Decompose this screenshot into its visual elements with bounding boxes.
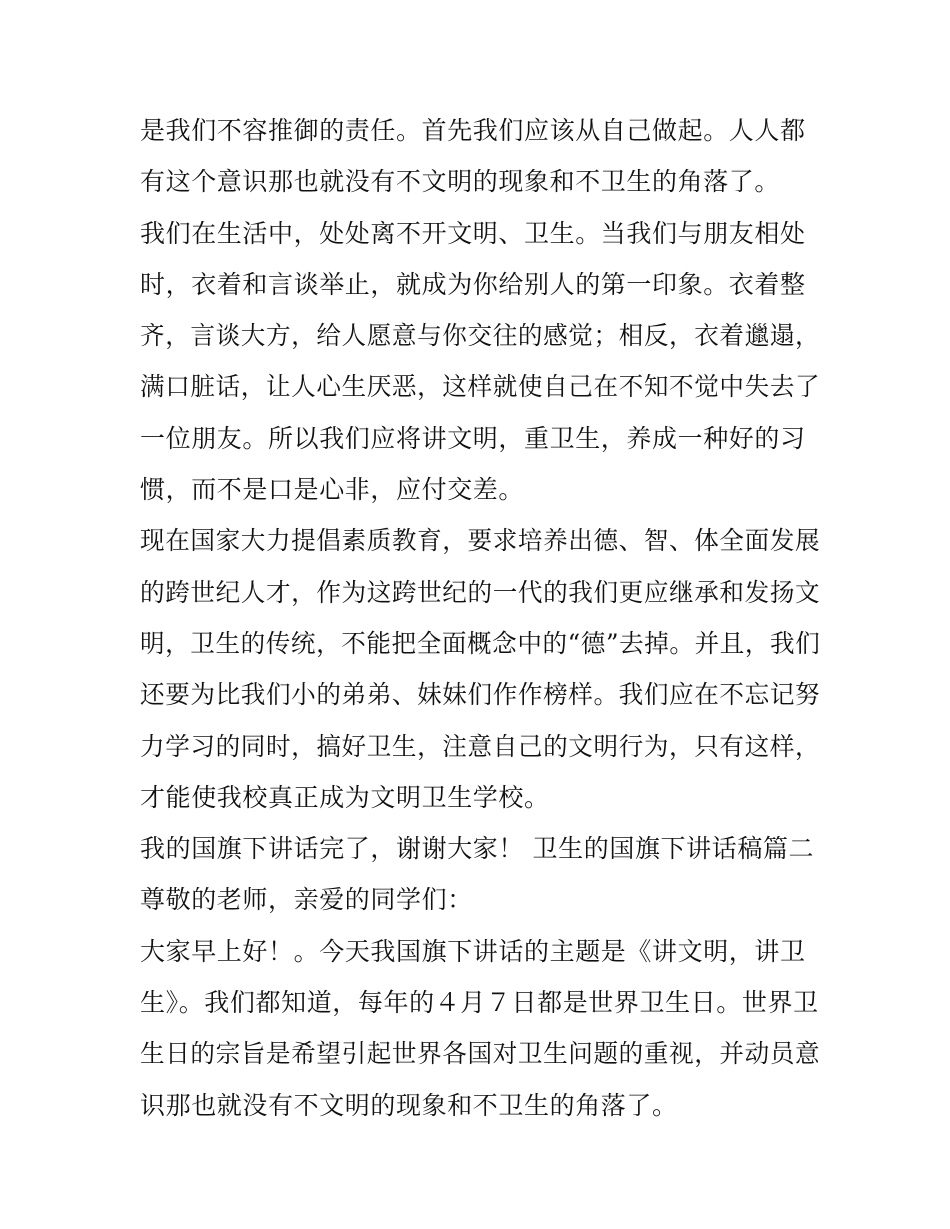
text-line: 大家早上好！。今天我国旗下讲话的主题是《讲文明，讲卫 xyxy=(140,936,806,966)
body-text xyxy=(140,105,820,1131)
text-line: 识那也就没有不文明的现象和不卫生的角落了。 xyxy=(140,1090,678,1120)
text-line: 生日的宗旨是希望引起世界各国对卫生问题的重视，并动员意 xyxy=(140,1039,821,1069)
text-line: 尊敬的老师，亲爱的同学们： xyxy=(140,885,473,915)
text-line: 还要为比我们小的弟弟、妹妹们作作榜样。我们应在不忘记努 xyxy=(140,680,821,710)
text-line: 明，卫生的传统，不能把全面概念中的“德”去掉。并且，我们 xyxy=(140,628,821,658)
text-line: 时，衣着和言谈举止，就成为你给别人的第一印象。衣着整 xyxy=(140,269,806,299)
text-line: 我的国旗下讲话完了，谢谢大家！ 卫生的国旗下讲话稿篇二 xyxy=(140,834,815,864)
text-line: 生》。我们都知道，每年的４月７日都是世界卫生日。世界卫 xyxy=(140,988,819,1018)
text-line: 才能使我校真正成为文明卫生学校。 xyxy=(140,782,550,812)
text-line: 我们在生活中，处处离不开文明、卫生。当我们与朋友相处 xyxy=(140,218,806,248)
text-line: 一位朋友。所以我们应将讲文明，重卫生，养成一种好的习 xyxy=(140,423,806,453)
text-line: 齐，言谈大方，给人愿意与你交往的感觉；相反，衣着邋遢， xyxy=(140,321,821,351)
text-line: 是我们不容推御的责任。首先我们应该从自己做起。人人都 xyxy=(140,116,806,145)
text-line: 现在国家大力提倡素质教育，要求培养出德、智、体全面发展 xyxy=(140,526,821,556)
text-line: 惯，而不是口是心非，应付交差。 xyxy=(140,475,525,505)
text-line: 力学习的同时，搞好卫生，注意自己的文明行为，只有这样， xyxy=(140,731,821,761)
text-line: 的跨世纪人才，作为这跨世纪的一代的我们更应继承和发扬文 xyxy=(140,577,821,607)
text-line: 满口脏话，让人心生厌恶，这样就使自己在不知不觉中失去了 xyxy=(140,372,821,402)
text-line: 有这个意识那也就没有不文明的现象和不卫生的角落了。 xyxy=(140,167,781,197)
